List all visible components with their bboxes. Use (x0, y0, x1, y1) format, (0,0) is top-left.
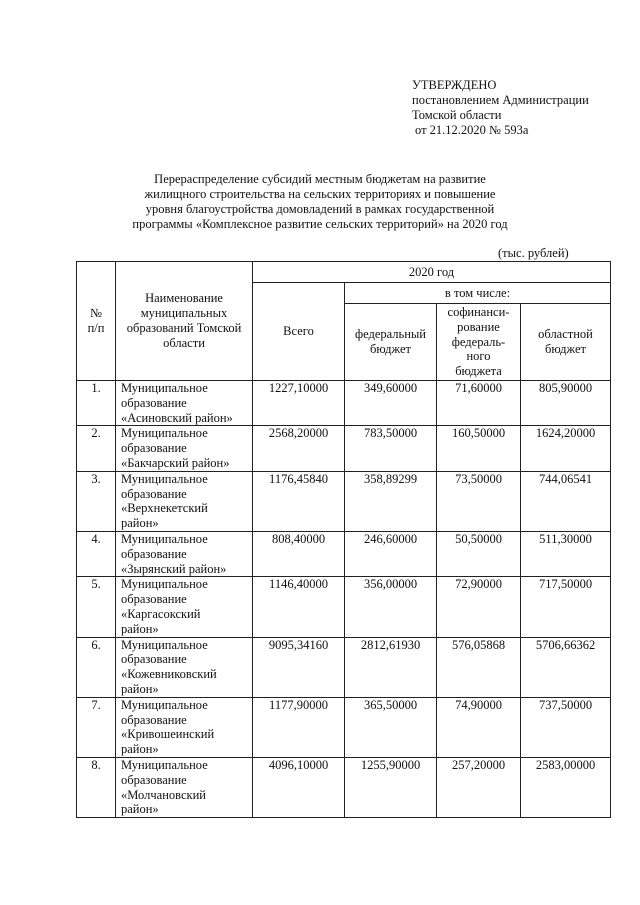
row-number: 4. (77, 531, 116, 576)
row-regional-budget: 2583,00000 (521, 757, 611, 817)
row-municipality-name (116, 577, 253, 637)
table-row (77, 426, 611, 471)
row-regional-budget: 737,50000 (521, 697, 611, 757)
row-number: 2. (77, 426, 116, 471)
approval-block (412, 78, 589, 138)
text-line: «Каргасокский (121, 606, 201, 621)
table-row (77, 531, 611, 576)
row-cofinancing: 50,50000 (437, 531, 521, 576)
title-line-3: уровня благоустройства домовладений в рамках государственной (145, 202, 495, 216)
text-line: Муниципальное (121, 697, 208, 712)
units-label: (тыс. рублей) (498, 246, 569, 260)
text-line: рование (457, 319, 500, 334)
table-row (77, 471, 611, 531)
row-number: 6. (77, 637, 116, 697)
text-line: Муниципальное (121, 426, 208, 441)
text-line: «Бакчарский район» (121, 455, 230, 470)
row-federal-budget: 365,50000 (345, 697, 437, 757)
row-total: 808,40000 (253, 531, 345, 576)
row-federal-budget: 358,89299 (345, 471, 437, 531)
row-number: 7. (77, 697, 116, 757)
table-row (77, 381, 611, 426)
text-line: ного (466, 349, 491, 364)
row-regional-budget: 1624,20000 (521, 426, 611, 471)
row-cofinancing: 576,05868 (437, 637, 521, 697)
document-title (60, 172, 580, 232)
row-number: 8. (77, 757, 116, 817)
row-regional-budget: 511,30000 (521, 531, 611, 576)
title-line-2: жилищного строительства на сельских территориях и повышение (144, 187, 496, 201)
text-line: Муниципальное (121, 577, 208, 592)
row-regional-budget: 5706,66362 (521, 637, 611, 697)
row-regional-budget: 717,50000 (521, 577, 611, 637)
text-line: № (90, 306, 102, 321)
text-line: район» (121, 621, 159, 636)
row-municipality-name (116, 697, 253, 757)
text-line: Муниципальное (121, 531, 208, 546)
header-name (116, 262, 253, 381)
row-municipality-name (116, 531, 253, 576)
header-federal (345, 304, 437, 381)
approval-region: Томской области (412, 108, 502, 122)
text-line: образование (121, 772, 187, 787)
row-number: 1. (77, 381, 116, 426)
row-municipality-name (116, 471, 253, 531)
row-total: 1177,90000 (253, 697, 345, 757)
text-line: бюджета (455, 364, 502, 379)
header-total: Всего (253, 283, 345, 381)
table-row (77, 697, 611, 757)
text-line: район» (121, 516, 159, 531)
table-row (77, 757, 611, 817)
row-municipality-name (116, 426, 253, 471)
row-federal-budget: 2812,61930 (345, 637, 437, 697)
text-line: п/п (87, 321, 105, 335)
text-line: Наименование (145, 291, 223, 306)
row-federal-budget: 783,50000 (345, 426, 437, 471)
text-line: бюджет (370, 342, 411, 356)
text-line: образование (121, 546, 187, 561)
text-line: «Молчановский (121, 787, 206, 802)
row-number: 5. (77, 577, 116, 637)
row-federal-budget: 356,00000 (345, 577, 437, 637)
text-line: федеральный (354, 327, 426, 342)
approval-date: от 21.12.2020 № 593а (415, 123, 529, 137)
header-cofinancing (437, 304, 521, 381)
text-line: образование (121, 486, 187, 501)
row-regional-budget: 805,90000 (521, 381, 611, 426)
text-line: области (163, 335, 205, 350)
approval-title: УТВЕРЖДЕНО (412, 78, 497, 92)
text-line: софинанси- (447, 305, 510, 319)
text-line: образование (121, 441, 187, 456)
text-line: Муниципальное (121, 471, 208, 486)
row-federal-budget: 349,60000 (345, 381, 437, 426)
row-cofinancing: 160,50000 (437, 426, 521, 471)
text-line: федераль- (451, 334, 506, 349)
subsidy-table (76, 261, 611, 818)
text-line: областной (538, 327, 593, 342)
header-year: 2020 год (253, 262, 611, 283)
text-line: Муниципальное (121, 757, 208, 772)
text-line: «Верхнекетский (121, 501, 208, 516)
text-line: образование (121, 652, 187, 667)
approval-resolution: постановлением Администрации (412, 93, 589, 107)
text-line: образований Томской (126, 321, 242, 335)
text-line: образование (121, 395, 187, 410)
row-total: 4096,10000 (253, 757, 345, 817)
row-cofinancing: 71,60000 (437, 381, 521, 426)
row-municipality-name (116, 637, 253, 697)
row-total: 2568,20000 (253, 426, 345, 471)
table-body (77, 381, 611, 818)
row-cofinancing: 72,90000 (437, 577, 521, 637)
row-federal-budget: 246,60000 (345, 531, 437, 576)
header-including: в том числе: (345, 283, 611, 304)
row-federal-budget: 1255,90000 (345, 757, 437, 817)
table-row (77, 637, 611, 697)
text-line: район» (121, 742, 159, 757)
text-line: образование (121, 592, 187, 607)
text-line: «Зырянский район» (121, 561, 227, 576)
text-line: образование (121, 712, 187, 727)
row-regional-budget: 744,06541 (521, 471, 611, 531)
row-municipality-name (116, 381, 253, 426)
text-line: муниципальных (140, 306, 228, 321)
row-cofinancing: 73,50000 (437, 471, 521, 531)
row-total: 1176,45840 (253, 471, 345, 531)
text-line: район» (121, 802, 159, 817)
text-line: «Кривошеинский (121, 727, 215, 742)
text-line: район» (121, 681, 159, 696)
row-number: 3. (77, 471, 116, 531)
text-line: Муниципальное (121, 381, 208, 395)
title-line-1: Перераспределение субсидий местным бюджетам на развитие (154, 172, 486, 186)
table-row (77, 577, 611, 637)
text-line: «Асиновский район» (121, 410, 233, 425)
row-total: 1146,40000 (253, 577, 345, 637)
header-num (77, 262, 116, 381)
title-line-4: программы «Комплексное развитие сельских территорий» на 2020 год (132, 217, 508, 231)
text-line: «Кожевниковский (121, 667, 217, 682)
row-total: 9095,34160 (253, 637, 345, 697)
text-line: бюджет (545, 342, 586, 356)
row-cofinancing: 74,90000 (437, 697, 521, 757)
header-regional (521, 304, 611, 381)
text-line: Муниципальное (121, 637, 208, 652)
row-municipality-name (116, 757, 253, 817)
row-cofinancing: 257,20000 (437, 757, 521, 817)
row-total: 1227,10000 (253, 381, 345, 426)
